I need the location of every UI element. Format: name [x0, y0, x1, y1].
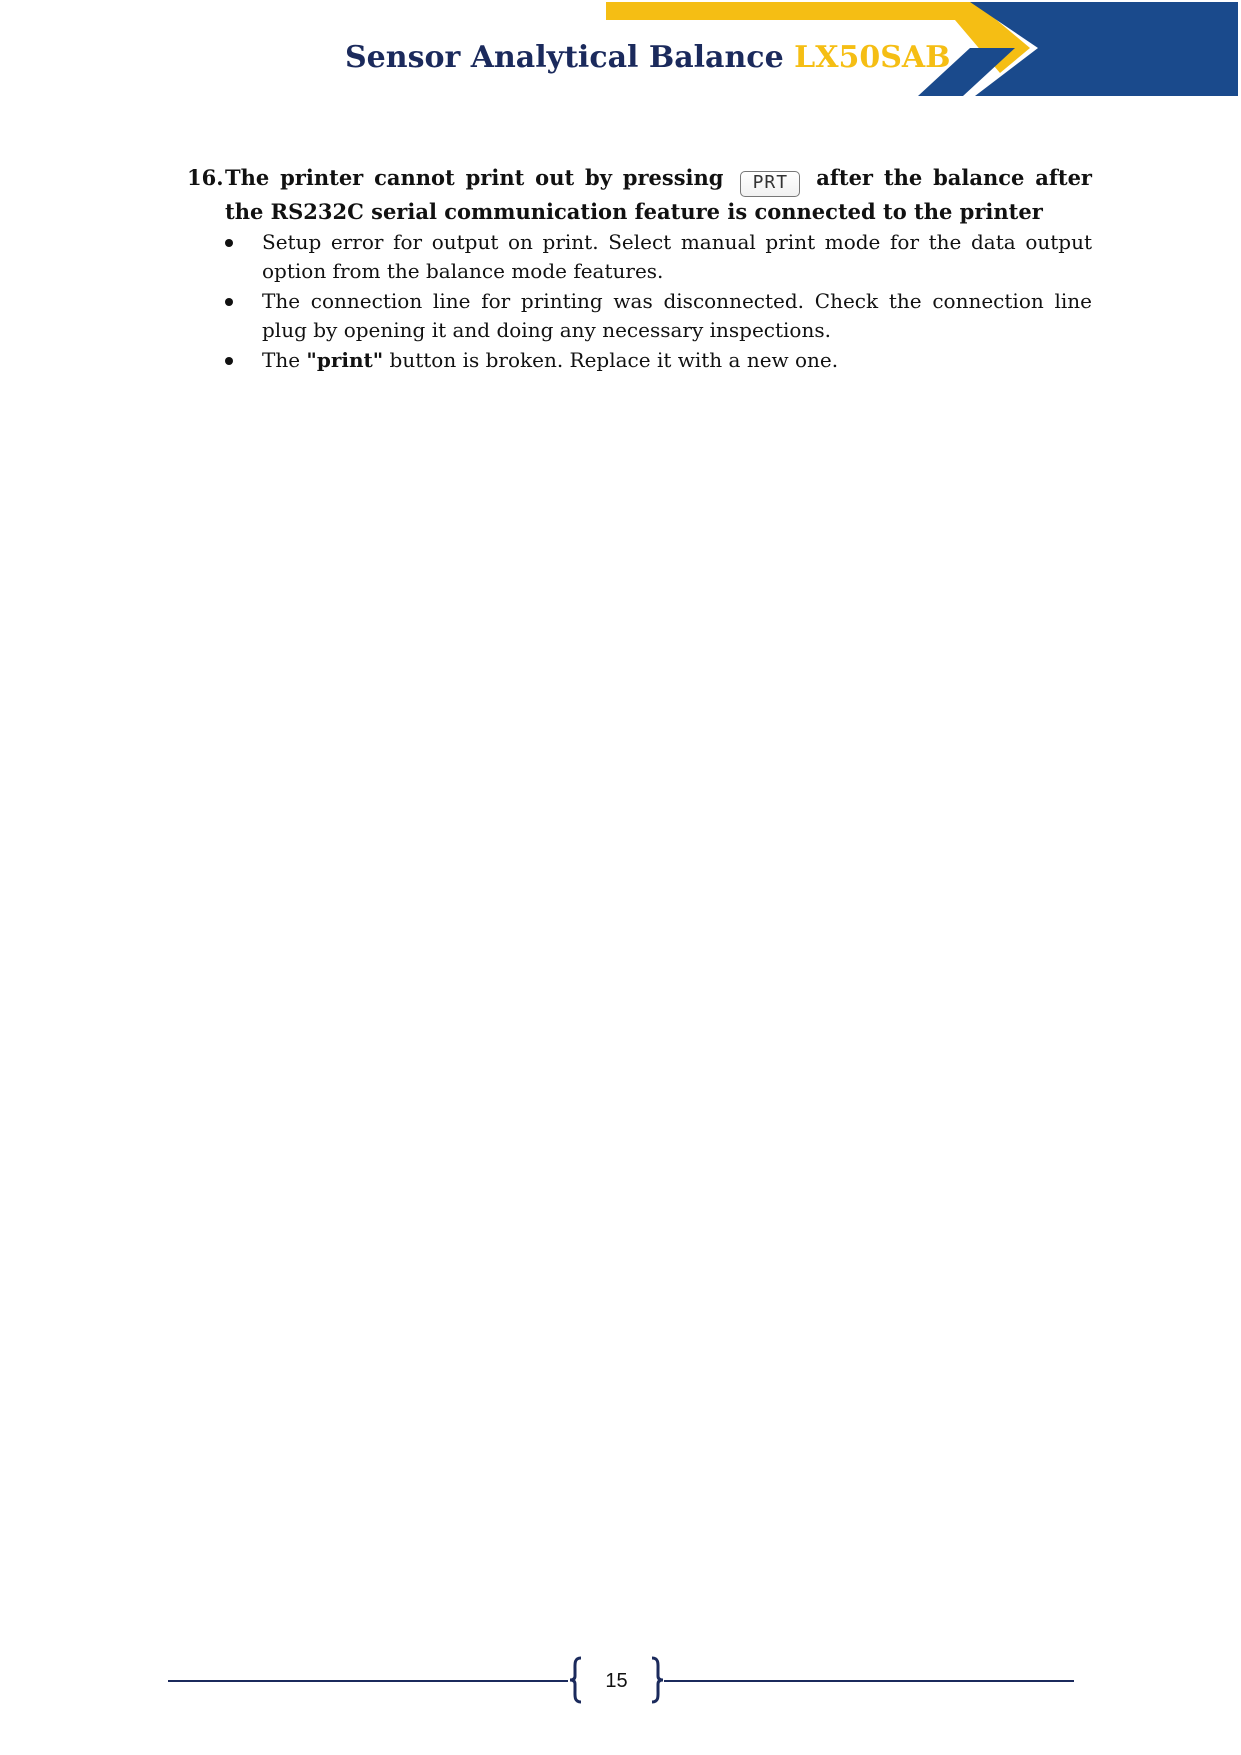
- right-brace-icon: [649, 1656, 665, 1704]
- list-item: [187, 287, 1092, 345]
- list-item: [187, 346, 1092, 375]
- print-button-label: "print": [306, 348, 384, 372]
- title-main: Sensor Analytical Balance: [345, 40, 784, 75]
- document-title: [345, 38, 951, 78]
- list-item-text-after: button is broken. Replace it with a new one.: [389, 348, 839, 372]
- heading-text-before: The printer cannot print out by pressing: [225, 165, 724, 190]
- list-item-text: The connection line for printing was disconnected. Check the connection line plug by opening it and doing any necessary inspections.: [262, 289, 1092, 342]
- solution-list: [187, 228, 1092, 375]
- bullet-icon: [225, 298, 233, 306]
- left-brace-icon: [568, 1656, 584, 1704]
- heading-text-after: after the balance after the RS232C serial communication feature is connected to the printer: [225, 165, 1092, 224]
- list-item-text-before: The: [262, 348, 301, 372]
- list-item-text: Setup error for output on print. Select manual print mode for the data output option from the balance mode features.: [262, 230, 1092, 283]
- bullet-icon: [225, 357, 233, 365]
- item-heading-text: [225, 163, 1092, 226]
- title-model: LX50SAB: [794, 40, 951, 75]
- list-item: [187, 228, 1092, 286]
- footer-rule-left: [168, 1680, 568, 1682]
- bullet-icon: [225, 239, 233, 247]
- prt-key-icon: PRT: [740, 171, 800, 197]
- troubleshooting-section: [187, 163, 1092, 376]
- item-heading: [187, 163, 1092, 226]
- item-number: 16.: [187, 165, 224, 190]
- page-number: 15: [605, 1670, 628, 1692]
- footer-rule-right: [664, 1680, 1074, 1682]
